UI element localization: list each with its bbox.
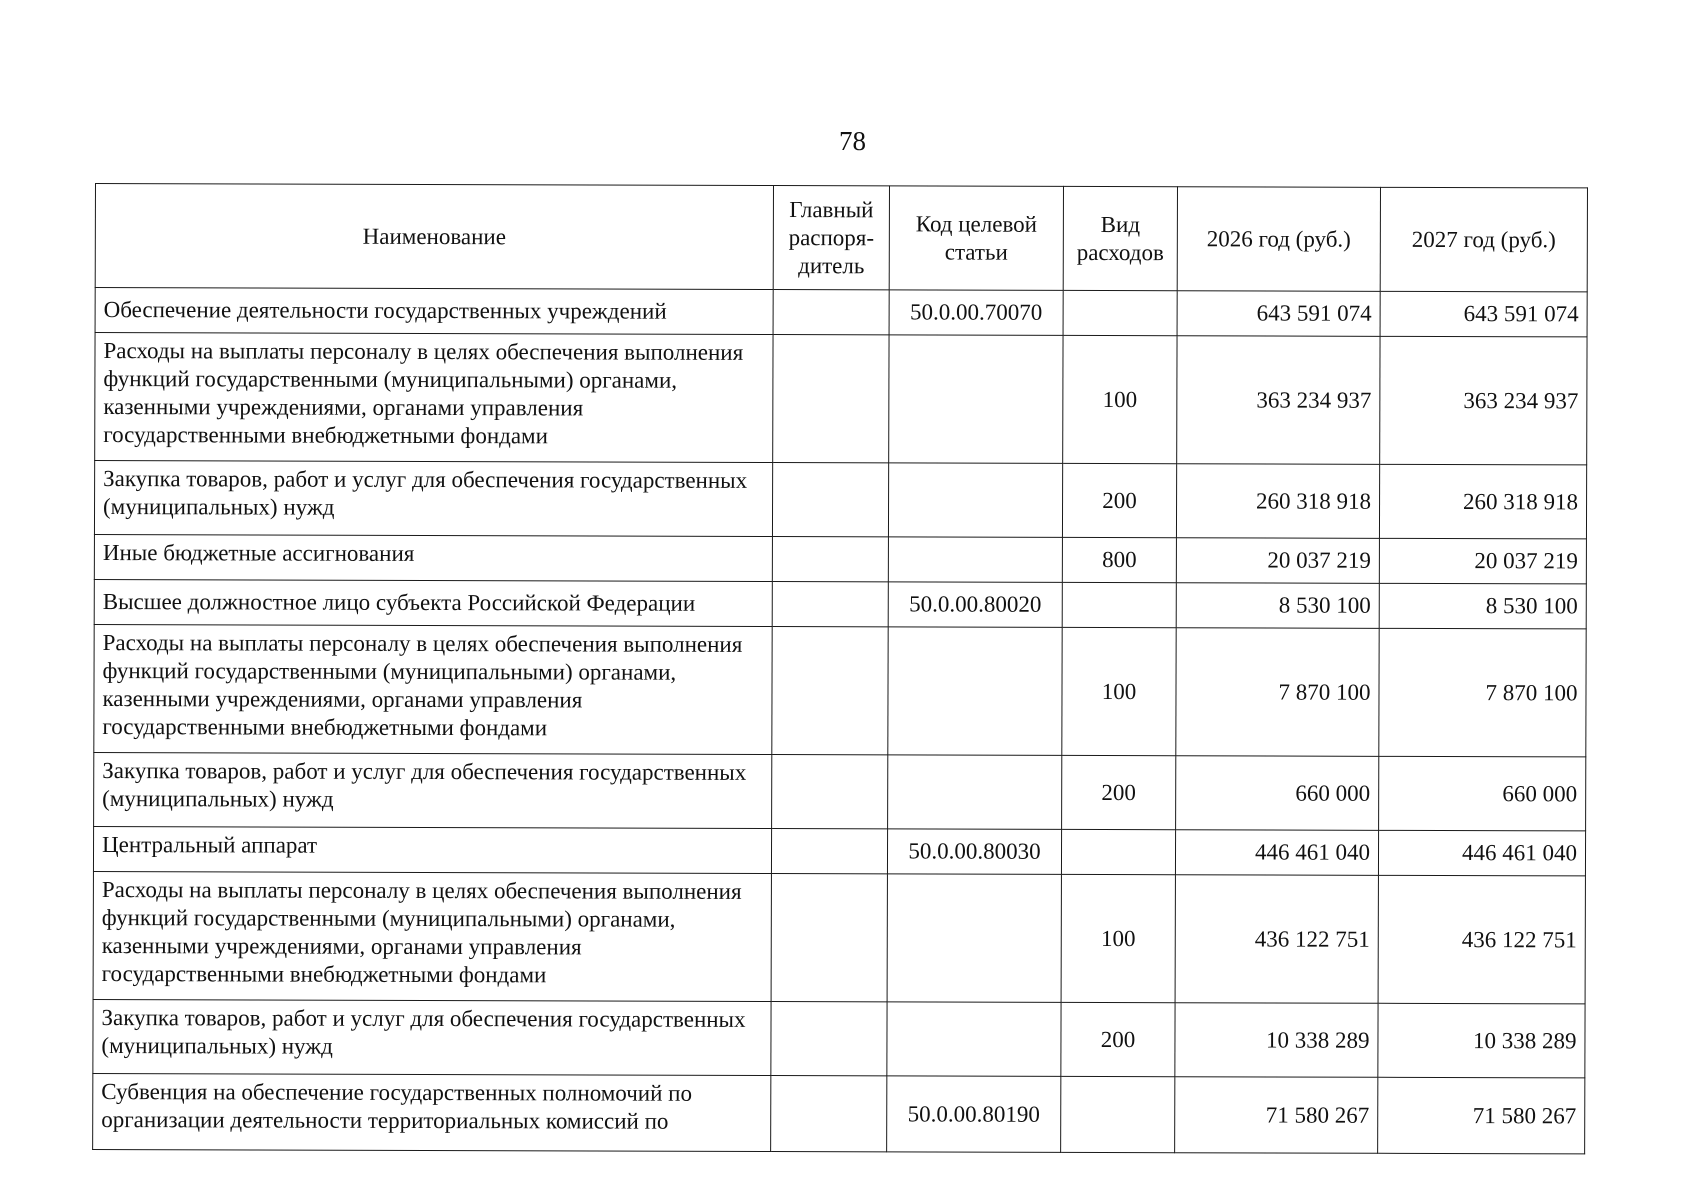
table-row (95, 333, 1587, 465)
row-amount-2027: 660 000 (1379, 756, 1586, 831)
header-name: Наименование (95, 184, 773, 290)
row-name: Расходы на выплаты персоналу в целях обеспечения выполнения функций государственными (муниципальными) органами, казенными учреждениями, органами управления государственными внебюджетными фондами (94, 624, 772, 754)
row-amount-2027: 7 870 100 (1379, 628, 1586, 757)
row-expense-type (1062, 582, 1176, 627)
row-amount-2026: 363 234 937 (1177, 336, 1380, 465)
row-manager (771, 1076, 887, 1152)
row-amount-2026: 660 000 (1176, 756, 1379, 831)
row-target-code (887, 874, 1061, 1003)
row-manager (773, 335, 889, 463)
row-amount-2026: 446 461 040 (1175, 830, 1378, 876)
row-amount-2027: 643 591 074 (1380, 291, 1587, 337)
row-manager (772, 755, 888, 829)
row-manager (772, 582, 888, 627)
row-target-code (888, 537, 1062, 583)
row-name: Закупка товаров, работ и услуг для обеспечения государственных (муниципальных) нужд (93, 999, 771, 1075)
row-manager (773, 290, 889, 335)
row-expense-type: 800 (1062, 537, 1176, 582)
row-target-code: 50.0.00.70070 (889, 290, 1063, 336)
row-amount-2027: 8 530 100 (1379, 583, 1586, 629)
row-target-code (888, 755, 1062, 830)
row-name: Центральный аппарат (93, 826, 771, 873)
row-amount-2027: 20 037 219 (1379, 538, 1586, 584)
table-row (93, 999, 1585, 1077)
row-amount-2027: 260 318 918 (1379, 464, 1586, 539)
row-name: Закупка товаров, работ и услуг для обеспечения государственных (муниципальных) нужд (94, 461, 772, 537)
row-manager (771, 829, 887, 874)
row-name: Расходы на выплаты персоналу в целях обеспечения выполнения функций государственными (муниципальными) органами, казенными учреждениями, органами управления государственными внебюджетными фондами (95, 333, 773, 463)
table-row (94, 752, 1586, 830)
row-expense-type: 100 (1062, 627, 1176, 755)
row-expense-type (1061, 829, 1175, 874)
header-year-2027: 2027 год (руб.) (1380, 187, 1587, 292)
row-manager (772, 463, 888, 537)
row-expense-type: 200 (1062, 755, 1176, 829)
row-target-code (887, 1002, 1061, 1077)
row-expense-type: 100 (1063, 335, 1177, 463)
row-manager (772, 537, 888, 582)
table-row (95, 288, 1587, 337)
page-number: 78 (839, 126, 866, 156)
budget-table (92, 183, 1588, 1154)
row-amount-2026: 71 580 267 (1175, 1077, 1378, 1154)
row-target-code: 50.0.00.80020 (888, 582, 1062, 628)
row-amount-2026: 20 037 219 (1176, 538, 1379, 584)
table-header-row (95, 184, 1587, 292)
header-expense-type: Вид расходов (1063, 186, 1177, 290)
row-amount-2026: 260 318 918 (1176, 464, 1379, 539)
table-row (94, 461, 1586, 539)
row-expense-type: 100 (1061, 874, 1175, 1002)
row-expense-type (1061, 1076, 1175, 1152)
row-amount-2026: 7 870 100 (1176, 628, 1379, 757)
row-name: Расходы на выплаты персоналу в целях обеспечения выполнения функций государственными (муниципальными) органами, казенными учреждениями, органами управления государственными внебюджетными фондами (93, 871, 771, 1001)
row-expense-type (1063, 290, 1177, 335)
table-row (94, 624, 1586, 756)
row-name: Закупка товаров, работ и услуг для обеспечения государственных (муниципальных) нужд (94, 752, 772, 828)
row-amount-2027: 10 338 289 (1378, 1003, 1585, 1078)
row-target-code (888, 463, 1062, 538)
row-manager (771, 874, 887, 1002)
table-row (93, 826, 1585, 875)
table-row (94, 534, 1586, 583)
row-amount-2027: 363 234 937 (1380, 336, 1587, 465)
row-target-code: 50.0.00.80030 (887, 829, 1061, 875)
row-target-code (888, 627, 1062, 756)
row-amount-2027: 71 580 267 (1378, 1077, 1585, 1154)
header-main-manager: Главный распоря-дитель (773, 186, 889, 290)
header-target-code: Код целевой статьи (889, 186, 1063, 291)
row-manager (772, 627, 888, 755)
table-row (94, 579, 1586, 628)
table-row (93, 871, 1585, 1003)
row-name: Обеспечение деятельности государственных учреждений (95, 288, 773, 335)
row-expense-type: 200 (1062, 463, 1176, 537)
row-amount-2027: 446 461 040 (1378, 830, 1585, 876)
row-target-code: 50.0.00.80190 (887, 1076, 1061, 1153)
row-amount-2026: 8 530 100 (1176, 583, 1379, 629)
row-expense-type: 200 (1061, 1002, 1175, 1076)
row-amount-2026: 10 338 289 (1175, 1003, 1378, 1078)
row-amount-2027: 436 122 751 (1378, 875, 1585, 1004)
row-amount-2026: 436 122 751 (1175, 875, 1378, 1004)
row-manager (771, 1002, 887, 1076)
row-name: Субвенция на обеспечение государственных полномочий по организации деятельности территориальных комиссий по (93, 1073, 771, 1151)
table-row (93, 1073, 1585, 1153)
header-year-2026: 2026 год (руб.) (1177, 187, 1380, 292)
row-target-code (889, 335, 1063, 464)
row-amount-2026: 643 591 074 (1177, 291, 1380, 337)
row-name: Высшее должностное лицо субъекта Российской Федерации (94, 579, 772, 626)
row-name: Иные бюджетные ассигнования (94, 534, 772, 581)
